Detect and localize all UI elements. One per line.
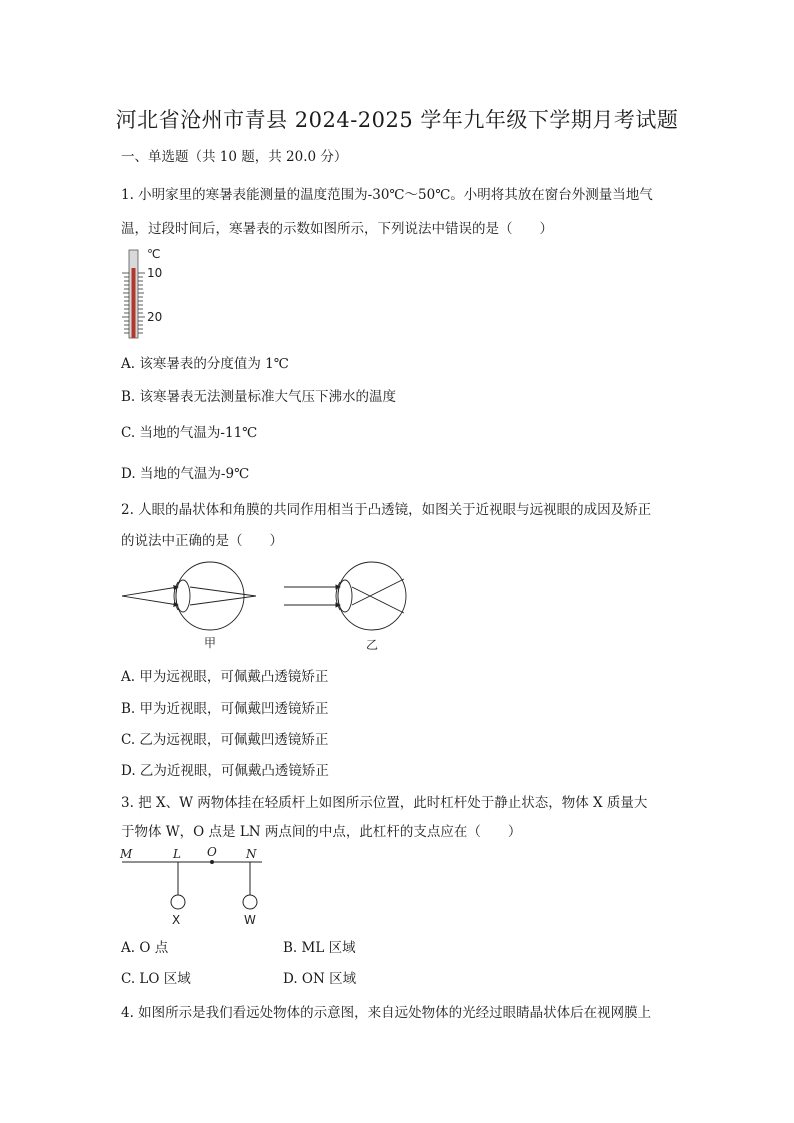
eye-yi: [284, 562, 406, 630]
q2-option-d: D. 乙为近视眼，可佩戴凸透镜矫正: [121, 763, 329, 779]
q1-option-d: D. 当地的气温为-9℃: [121, 466, 250, 482]
weight-w: [243, 895, 257, 909]
thermometer-unit: ℃: [147, 247, 161, 261]
q2-option-a: A. 甲为远视眼，可佩戴凸透镜矫正: [121, 669, 329, 685]
page-title: 河北省沧州市青县 2024-2025 学年九年级下学期月考试题: [115, 108, 679, 132]
thermometer-liquid: [132, 268, 136, 338]
thermometer-tick-10: 10: [147, 266, 163, 280]
lever-label-n: N: [246, 847, 257, 861]
q3-text-line1: 3. 把 X、W 两物体挂在轻质杆上如图所示位置，此时杠杆处于静止状态，物体 X 质量大: [121, 795, 648, 811]
q3-text-line2: 于物体 W，O 点是 LN 两点间的中点，此杠杆的支点应在（ ）: [121, 824, 522, 840]
q3-option-b: B. ML 区域: [283, 940, 356, 956]
lever-label-m: M: [120, 847, 133, 861]
lever-label-o: O: [207, 845, 217, 859]
q3-option-d: D. ON 区域: [283, 971, 357, 987]
q3-option-c: C. LO 区域: [121, 971, 191, 987]
q3-option-a: A. O 点: [121, 940, 169, 956]
section-heading: 一、单选题（共 10 题，共 20.0 分）: [121, 149, 348, 165]
eye-label-yi: 乙: [366, 638, 379, 652]
thermometer-tick-20: 20: [147, 310, 163, 324]
q2-text-line2: 的说法中正确的是（ ）: [121, 533, 283, 549]
q1-text-line2: 温，过段时间后，寒暑表的示数如图所示，下列说法中错误的是（ ）: [121, 221, 553, 237]
lever-label-x: X: [172, 913, 181, 927]
weight-x: [171, 895, 185, 909]
lever-diagram: [118, 846, 278, 928]
q1-option-c: C. 当地的气温为-11℃: [121, 425, 258, 441]
q2-option-c: C. 乙为远视眼，可佩戴凹透镜矫正: [121, 732, 329, 748]
eye-diagram: [118, 570, 418, 656]
thermometer-figure: [118, 246, 188, 342]
q1-option-b: B. 该寒暑表无法测量标准大气压下沸水的温度: [121, 389, 397, 405]
eye-jia: [122, 562, 256, 630]
q2-option-b: B. 甲为近视眼，可佩戴凹透镜矫正: [121, 701, 329, 717]
eye-label-jia: 甲: [204, 636, 217, 650]
q1-text-line1: 1. 小明家里的寒暑表能测量的温度范围为-30℃～50℃。小明将其放在窗台外测量当地气: [121, 187, 653, 203]
lever-label-w: W: [244, 913, 256, 927]
q4-text-line1: 4. 如图所示是我们看远处物体的示意图，来自远处物体的光经过眼睛晶状体后在视网膜上: [121, 1005, 652, 1021]
pivot-point: [210, 860, 214, 864]
q2-text-line1: 2. 人眼的晶状体和角膜的共同作用相当于凸透镜，如图关于近视眼与远视眼的成因及矫正: [121, 502, 652, 518]
lever-label-l: L: [173, 847, 181, 861]
q1-option-a: A. 该寒暑表的分度值为 1℃: [121, 356, 289, 372]
